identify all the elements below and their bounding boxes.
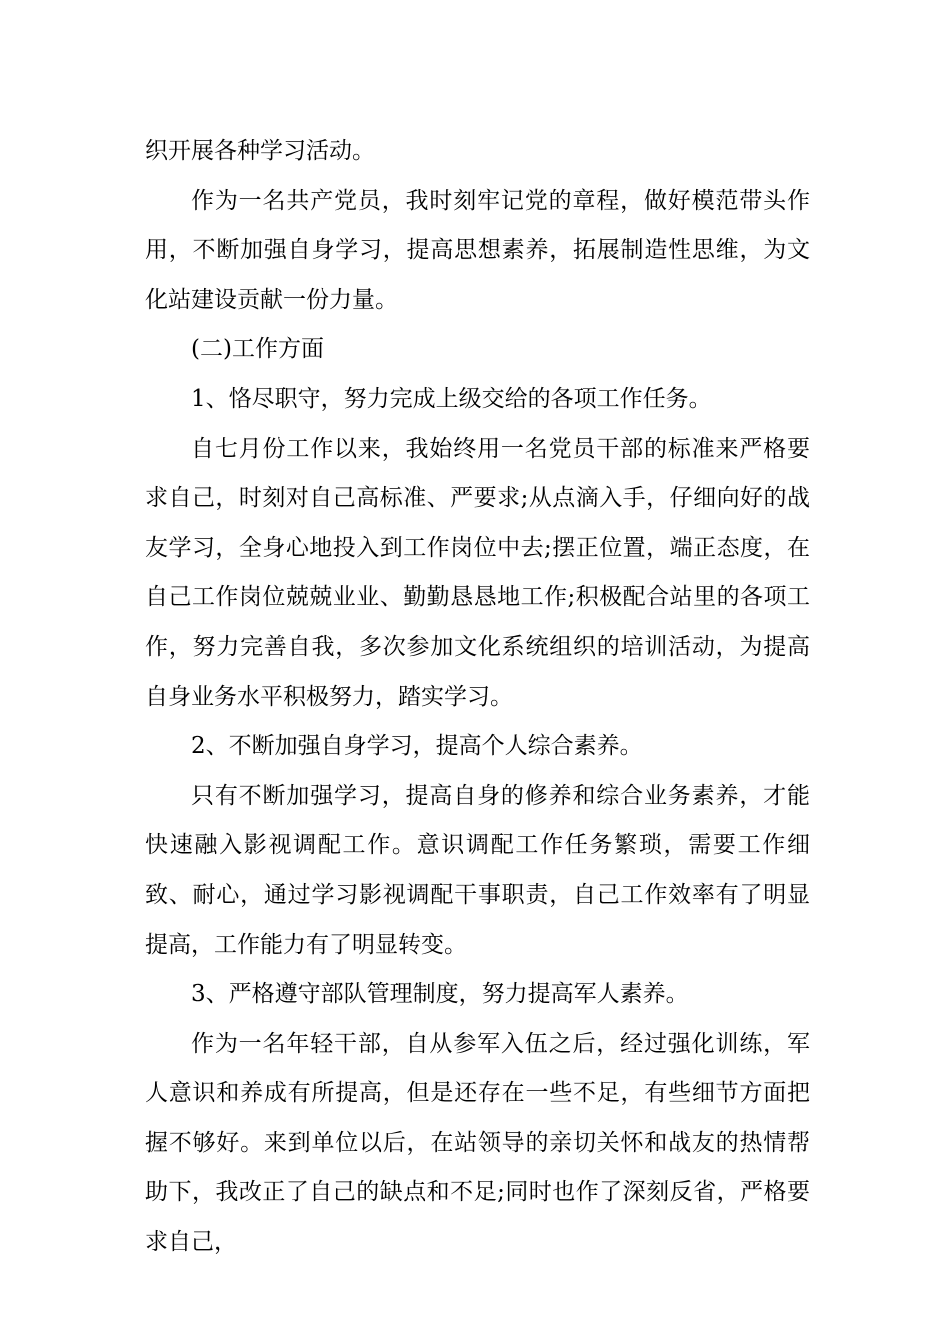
subheading-2: 2、不断加强自身学习，提高个人综合素养。 [191, 733, 643, 760]
document-body [145, 127, 810, 1268]
paragraph-work-since-july: 自七月份工作以来，我始终用一名党员干部的标准来严格要求自己，时刻对自己高标准、严要求;从点滴入手，仔细向好的战友学习，全身心地投入到工作岗位中去;摆正位置，端正态度，在自己工作岗位兢兢业业、勤勤恳恳地工作;积极配合站里的各项工作，努力完善自我，多次参加文化系统组织的培训活动，为提高自身业务水平积极努力，踏实学习。 [145, 435, 810, 710]
section-heading-work: (二)工作方面 [191, 336, 324, 363]
paragraph-continuation: 织开展各种学习活动。 [145, 138, 375, 164]
paragraph-study: 只有不断加强学习，提高自身的修养和综合业务素养，才能快速融入影视调配工作。意识调配工作任务繁琐，需要工作细致、耐心，通过学习影视调配干事职责，自己工作效率有了明显提高，工作能力有了明显转变。 [145, 782, 810, 958]
subheading-1: 1、恪尽职守，努力完成上级交给的各项工作任务。 [191, 385, 712, 412]
subheading-3: 3、严格遵守部队管理制度，努力提高军人素养。 [191, 981, 689, 1008]
paragraph-party-member: 作为一名共产党员，我时刻牢记党的章程，做好模范带头作用，不断加强自身学习，提高思想素养，拓展制造性思维，为文化站建设贡献一份力量。 [145, 187, 810, 313]
paragraph-military: 作为一名年轻干部，自从参军入伍之后，经过强化训练，军人意识和养成有所提高，但是还存在一些不足，有些细节方面把握不够好。来到单位以后，在站领导的亲切关怀和战友的热情帮助下，我改正了自己的缺点和不足;同时也作了深刻反省，严格要求自己， [145, 1030, 810, 1256]
